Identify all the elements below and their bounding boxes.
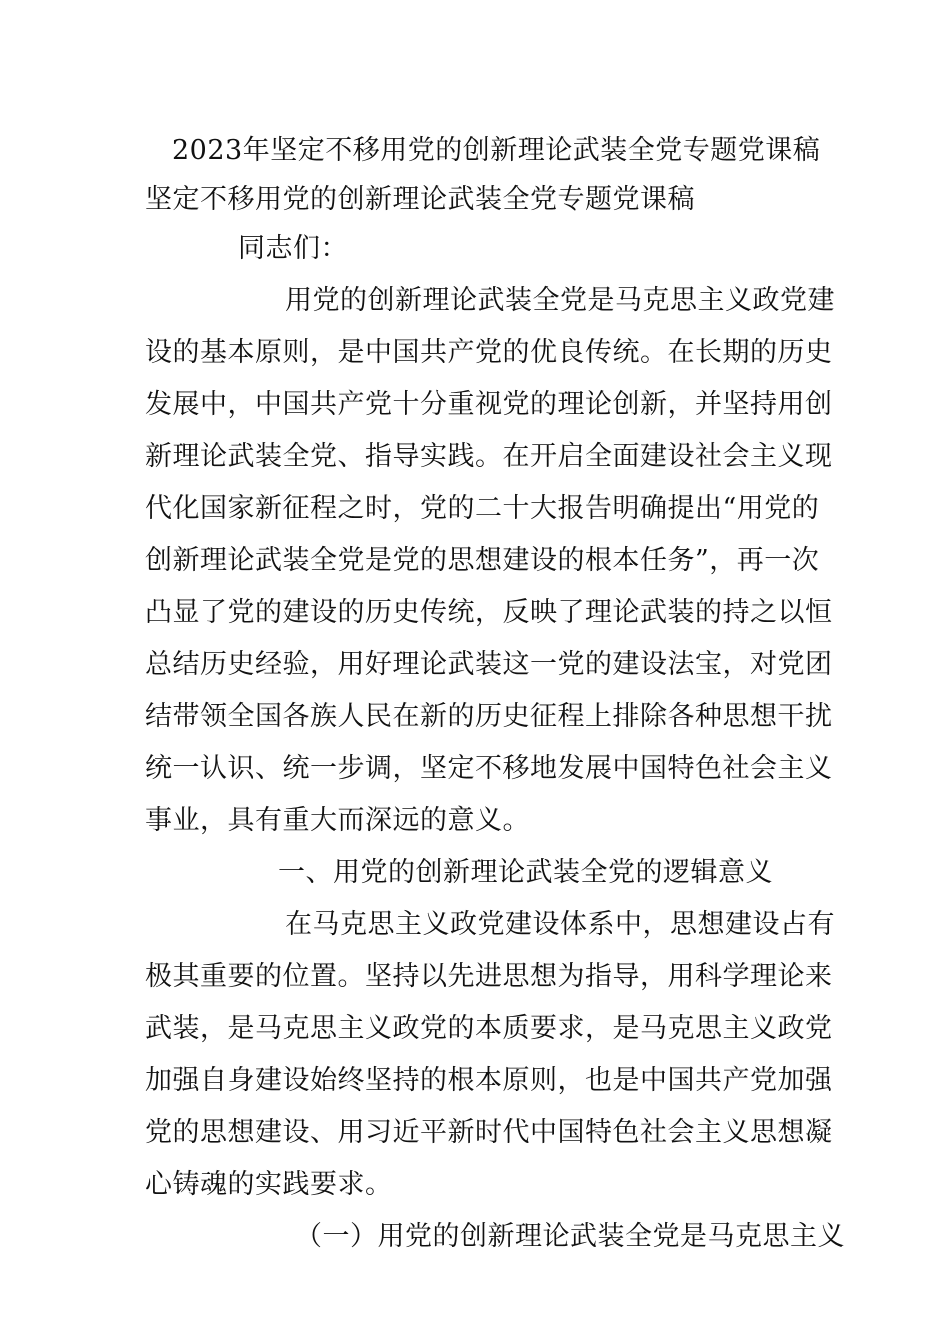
paragraph-line: 代化国家新征程之时，党的二十大报告明确提出“用党的	[145, 493, 820, 524]
paragraph-line: 事业，具有重大而深远的意义。	[145, 805, 530, 836]
document-subtitle: 坚定不移用党的创新理论武装全党专题党课稿	[145, 184, 695, 215]
paragraph-line: 心铸魂的实践要求。	[145, 1169, 393, 1200]
paragraph-line: 发展中，中国共产党十分重视党的理论创新，并坚持用创	[145, 389, 833, 420]
paragraph-line: 加强自身建设始终坚持的根本原则，也是中国共产党加强	[145, 1065, 833, 1096]
paragraph-line: 新理论武装全党、指导实践。在开启全面建设社会主义现	[145, 441, 833, 472]
paragraph-line: 创新理论武装全党是党的思想建设的根本任务”，再一次	[145, 545, 820, 576]
paragraph-line: 设的基本原则，是中国共产党的优良传统。在长期的历史	[145, 337, 833, 368]
document-title: 2023年坚定不移用党的创新理论武装全党专题党课稿	[172, 135, 821, 166]
paragraph-line: 统一认识、统一步调，坚定不移地发展中国特色社会主义	[145, 753, 833, 784]
paragraph-line: 用党的创新理论武装全党是马克思主义政党建	[285, 285, 835, 316]
paragraph-line: 极其重要的位置。坚持以先进思想为指导，用科学理论来	[145, 961, 833, 992]
section-heading: 一、用党的创新理论武装全党的逻辑意义	[278, 857, 773, 888]
paragraph-line: 总结历史经验，用好理论武装这一党的建设法宝，对党团	[145, 649, 833, 680]
paragraph-line: 党的思想建设、用习近平新时代中国特色社会主义思想凝	[145, 1117, 833, 1148]
subsection-heading: （一）用党的创新理论武装全党是马克思主义	[295, 1221, 845, 1252]
paragraph-line: 武装，是马克思主义政党的本质要求，是马克思主义政党	[145, 1013, 833, 1044]
paragraph-line: 在马克思主义政党建设体系中，思想建设占有	[285, 909, 835, 940]
paragraph-line: 结带领全国各族人民在新的历史征程上排除各种思想干扰	[145, 701, 833, 732]
salutation: 同志们：	[238, 233, 348, 264]
paragraph-line: 凸显了党的建设的历史传统，反映了理论武装的持之以恒	[145, 597, 833, 628]
